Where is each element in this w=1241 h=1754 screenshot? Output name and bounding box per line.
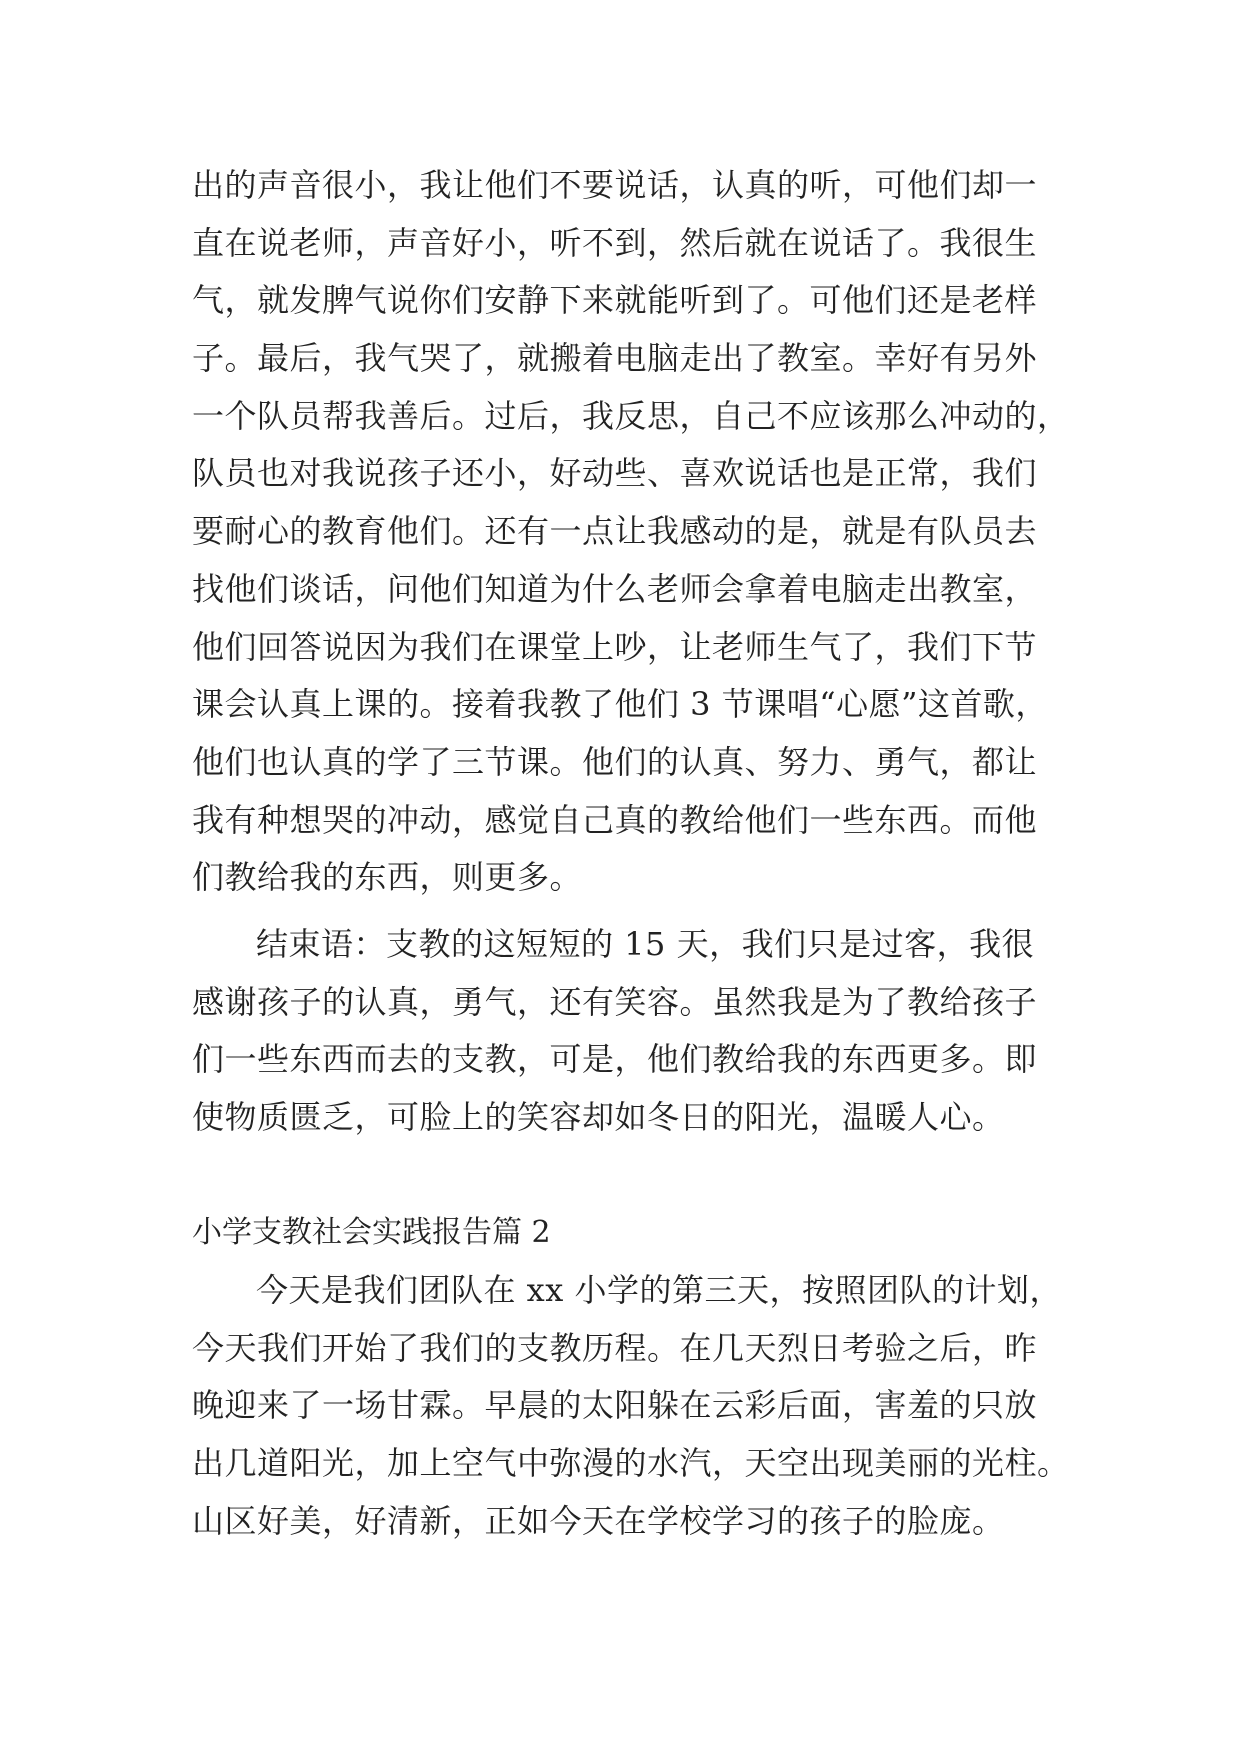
text-line: 他们也认真的学了三节课。他们的认真、努力、勇气，都让	[192, 742, 1038, 781]
text-line: 晚迎来了一场甘霖。早晨的太阳躲在云彩后面，害羞的只放	[192, 1386, 1038, 1425]
text-line: 气，就发脾气说你们安静下来就能听到了。可他们还是老样	[192, 281, 1038, 320]
text-line: 出几道阳光，加上空气中弥漫的水汽，天空出现美丽的光柱。	[192, 1444, 1070, 1483]
text-line: 子。最后，我气哭了，就搬着电脑走出了教室。幸好有另外	[192, 339, 1038, 378]
text-line: 一个队员帮我善后。过后，我反思，自己不应该那么冲动的，	[192, 396, 1070, 435]
text-line: 队员也对我说孩子还小，好动些、喜欢说话也是正常，我们	[192, 454, 1038, 493]
paragraph-teaching-story	[192, 157, 1070, 907]
text-line: 山区好美，好清新，正如今天在学校学习的孩子的脸庞。	[192, 1501, 1005, 1540]
text-line: 们一些东西而去的支教，可是，他们教给我的东西更多。即	[192, 1040, 1038, 1079]
text-line: 结束语：支教的这短短的 15 天，我们只是过客，我很	[256, 925, 1035, 963]
text-line: 课会认真上课的。接着我教了他们 3 节课唱“心愿”这首歌，	[192, 685, 1048, 724]
text-line: 出的声音很小，我让他们不要说话，认真的听，可他们却一	[192, 166, 1038, 204]
paragraph-conclusion	[192, 916, 1052, 1147]
text-line: 我有种想哭的冲动，感觉自己真的教给他们一些东西。而他	[192, 800, 1038, 839]
text-line: 感谢孩子的认真，勇气，还有笑容。虽然我是为了教给孩子	[192, 982, 1038, 1021]
paragraph-day-three	[192, 1262, 1070, 1550]
text-line: 直在说老师，声音好小，听不到，然后就在说话了。我很生	[192, 223, 1038, 262]
text-line: 们教给我的东西，则更多。	[192, 858, 583, 897]
text-line: 使物质匮乏，可脸上的笑容却如冬日的阳光，温暖人心。	[192, 1098, 1005, 1137]
text-line: 今天我们开始了我们的支教历程。在几天烈日考验之后，昨	[192, 1328, 1038, 1367]
section-heading: 小学支教社会实践报告篇 2	[192, 1215, 551, 1250]
text-line: 今天是我们团队在 xx 小学的第三天，按照团队的计划，	[256, 1271, 1062, 1309]
text-line: 找他们谈话，问他们知道为什么老师会拿着电脑走出教室，	[192, 569, 1038, 608]
text-line: 他们回答说因为我们在课堂上吵，让老师生气了，我们下节	[192, 627, 1038, 666]
text-line: 要耐心的教育他们。还有一点让我感动的是，就是有队员去	[192, 512, 1038, 551]
